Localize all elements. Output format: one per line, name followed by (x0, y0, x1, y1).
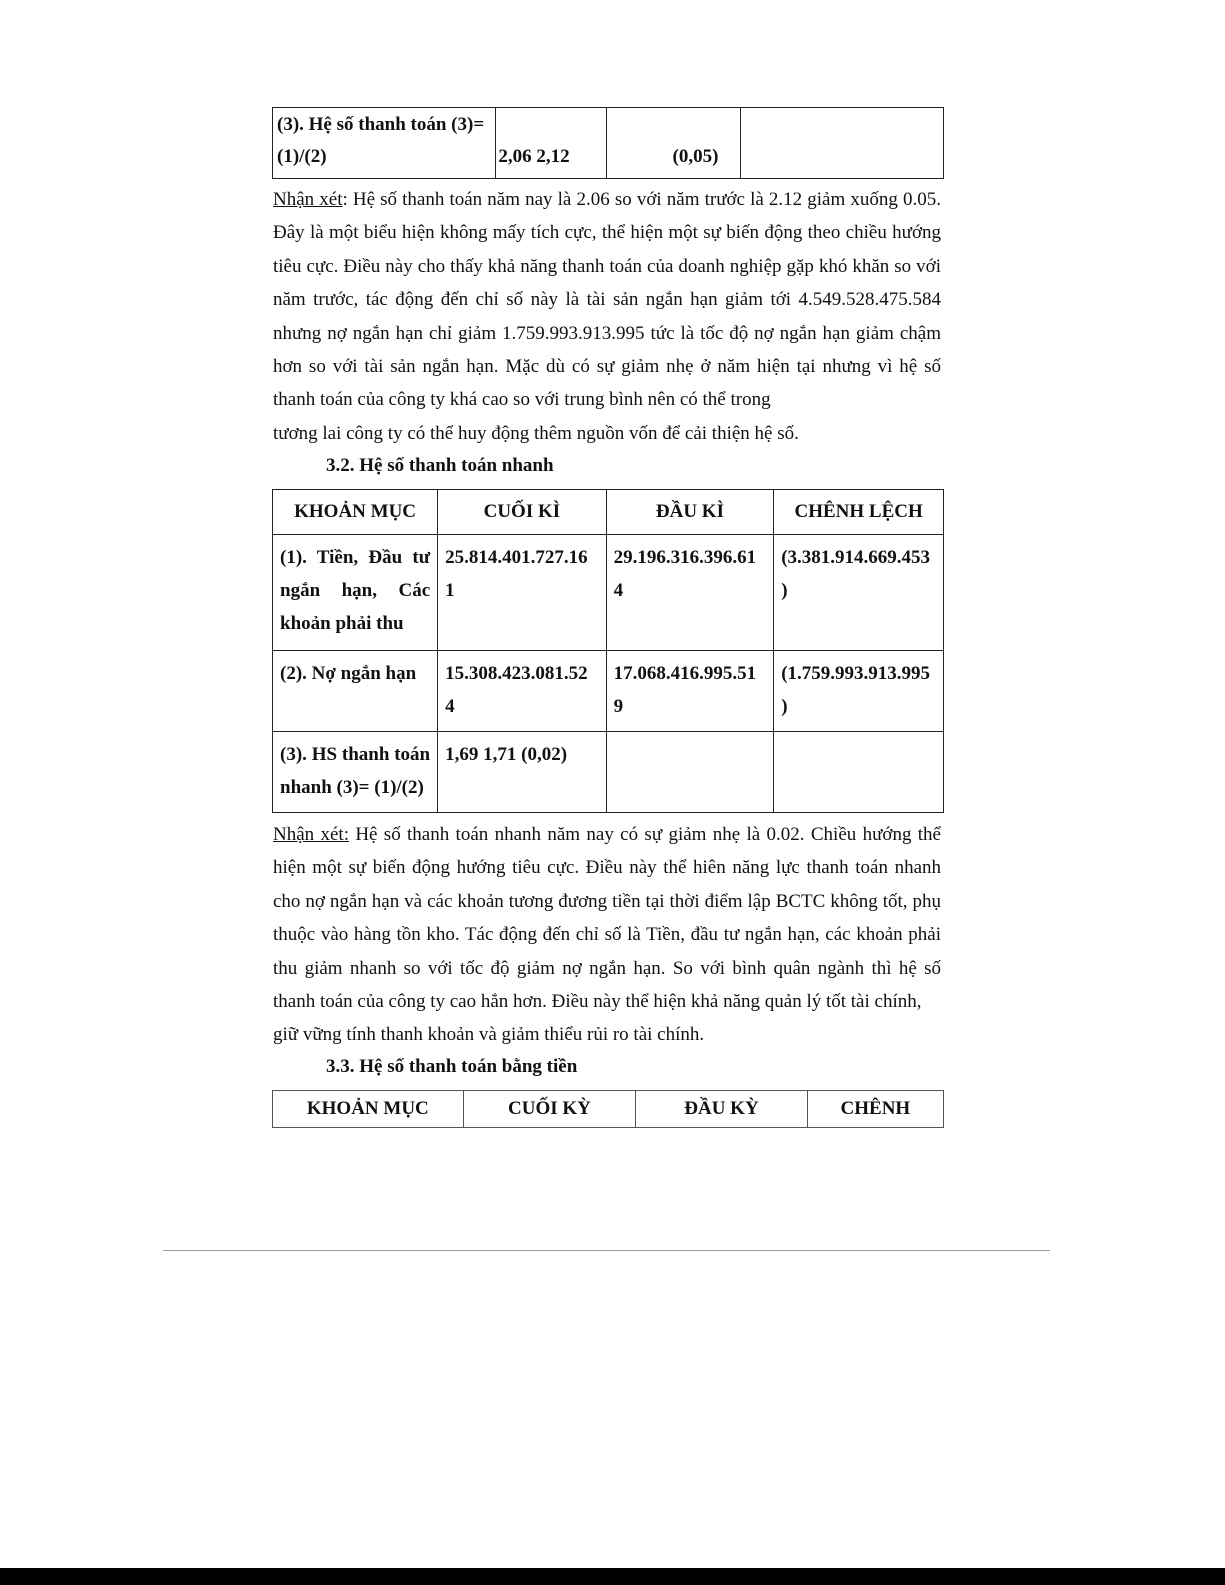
row-label: (1)/(2) (277, 146, 327, 167)
table-cell (273, 732, 438, 813)
table-cell (741, 108, 944, 179)
table-cell (606, 651, 774, 732)
row-label: (2). Nợ ngắn hạn (280, 663, 417, 684)
section-heading: 3.2. Hệ số thanh toán nhanh (326, 455, 554, 476)
cell-value: (1.759.993.913.995 (781, 663, 931, 684)
row-label: (3). HS thanh toán (280, 744, 431, 765)
table-row (273, 732, 944, 813)
table-cell (496, 108, 606, 179)
cash-ratio-table (272, 1090, 944, 1128)
table-cell (606, 732, 774, 813)
comment-paragraph (273, 183, 941, 450)
cell-value: ) (781, 696, 788, 717)
cell-value: 4 (445, 696, 455, 717)
comment-label: Nhận xét (273, 189, 343, 210)
page-divider (163, 1250, 1050, 1251)
table-cell (438, 535, 607, 651)
column-header: ĐẦU KÌ (606, 490, 774, 535)
quick-ratio-table (272, 489, 944, 813)
table-cell (273, 108, 496, 179)
row-label: nhanh (3)= (1)/(2) (280, 777, 424, 798)
cell-value: ) (781, 580, 788, 601)
table-cell (438, 732, 607, 813)
cell-value: (3.381.914.669.453 (781, 547, 931, 568)
row-label: khoản phải thu (280, 613, 404, 634)
column-header: CHÊNH LỆCH (774, 490, 944, 535)
table-cell (606, 535, 774, 651)
current-ratio-table (272, 107, 944, 179)
comment-last-line: tương lai công ty có thể huy động thêm nguồn vốn để cải thiện hệ số. (273, 422, 799, 444)
column-header: ĐẦU KỲ (636, 1091, 808, 1128)
table-cell (273, 651, 438, 732)
cell-value: 4 (613, 580, 624, 601)
column-header: KHOẢN MỤC (273, 490, 438, 535)
cell-value: 2,06 2,12 (498, 146, 570, 167)
comment-label: Nhận xét: (273, 824, 349, 845)
row-label: ngắn hạn, Các (280, 580, 431, 601)
column-header: CUỐI KỲ (463, 1091, 636, 1128)
table-row (273, 108, 944, 179)
cell-value: (0,05) (672, 146, 719, 167)
cell-value: 15.308.423.081.52 (445, 663, 588, 684)
bottom-bar (0, 1568, 1225, 1585)
table-header-row (273, 490, 944, 535)
cell-value: 25.814.401.727.16 (445, 547, 588, 568)
column-header: KHOẢN MỤC (273, 1091, 464, 1128)
row-label: (1). Tiền, Đầu tư (280, 547, 431, 568)
column-header: CHÊNH (807, 1091, 943, 1128)
comment-text: Hệ số thanh toán nhanh năm nay có sự giảm nhẹ là 0.02. Chiều hướng thể hiện một sự biến động hướng tiêu cực. Điều này thể hiên năng lực thanh toán nhanh cho nợ ngắn hạn và các khoản tương đương tiền tại thời điểm lập BCTC không tốt, phụ thuộc vào hàng tồn kho. Tác động đến chỉ số là Tiền, đầu tư ngắn hạn, các khoản phải thu giảm nhanh so với tốc độ giảm nợ ngắn hạn. So với bình quân ngành thì hệ số thanh toán của công ty cao hẳn hơn. Điều này thể hiện khả năng quản lý tốt tài chính, (273, 824, 941, 1013)
section-heading: 3.3. Hệ số thanh toán bằng tiền (326, 1056, 578, 1077)
column-header: CUỐI KÌ (438, 490, 607, 535)
cell-value: 1,69 1,71 (0,02) (445, 744, 568, 765)
table-cell (606, 108, 741, 179)
comment-text: : Hệ số thanh toán năm nay là 2.06 so với năm trước là 2.12 giảm xuống 0.05. Đây là một biểu hiện không mấy tích cực, thể hiện một sự biến động theo chiều hướng tiêu cực. Điều này cho thấy khả năng thanh toán của doanh nghiệp gặp khó khăn so với năm trước, tác động đến chỉ số này là tài sản ngắn hạn giảm tới 4.549.528.475.584 nhưng nợ ngắn hạn chỉ giảm 1.759.993.913.995 tức là tốc độ nợ ngắn hạn giảm chậm hơn so với tài sản ngắn hạn. Mặc dù có sự giảm nhẹ ở năm hiện tại nhưng vì hệ số thanh toán của công ty khá cao so với trung bình nên có thể trong (273, 189, 941, 411)
table-cell (774, 732, 944, 813)
table-cell (774, 535, 944, 651)
cell-value: 17.068.416.995.51 (613, 663, 757, 684)
cell-value: 29.196.316.396.61 (613, 547, 757, 568)
cell-value: 1 (445, 580, 455, 601)
cell-value: 9 (613, 696, 624, 717)
table-row (273, 651, 944, 732)
table-cell (438, 651, 607, 732)
table-row (273, 535, 944, 651)
table-cell (273, 535, 438, 651)
table-cell (774, 651, 944, 732)
table-header-row (273, 1091, 944, 1128)
comment-last-line: giữ vững tính thanh khoản và giảm thiểu rủi ro tài chính. (273, 1024, 705, 1046)
comment-paragraph (273, 818, 941, 1052)
row-label: (3). Hệ số thanh toán (3)= (277, 114, 485, 135)
